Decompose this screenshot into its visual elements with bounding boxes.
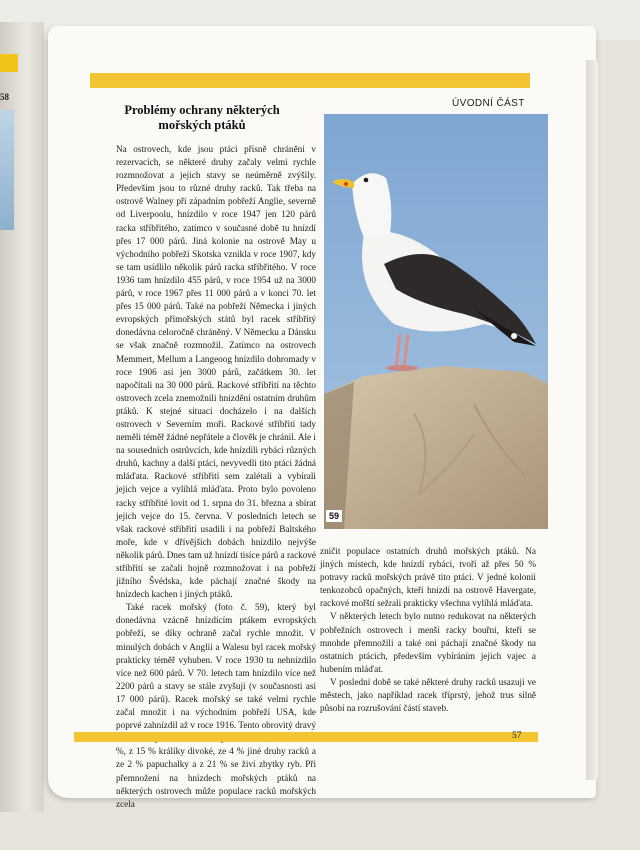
left-page-number: 58 <box>0 92 9 102</box>
header-color-band <box>90 73 530 88</box>
article-paragraph: Na ostrovech, kde jsou ptáci přísně chráněni v rezervacích, se některé druhy začaly velmi rychle rozmnožovat a jejich stavy se neúměrně zvýšily. Především jsou to různé druhy racků. Tak třeba na ostrově Walney při západním pobřeží Anglie, severně od Liverpoolu, hnízdilo v roce 1947 jen 120 párů racka stříbřitého, zatímco v současné době tu hnízdí přes 17 000 párů. Jiná kolonie na ostrově May u východního pobřeží Skotska vznikla v roce 1907, kdy se tam usídlilo několik párů racka stříbřitého. V roce 1936 tam hnízdilo 455 párů, v roce 1954 už na 3000 párů, v roce 1967 přes 11 000 párů a v konci 70. let přes 15 000 párů. Také na pobřeží Německa i jiných evropských přímořských států byl racek stříbřitý donedávna celoročně chráněný. V Německu a Dánsku se však značně rozmnožil. Zatímco na ostrovech Memmert, Mellum a Langeoog hnízdilo dohromady v roce 1906 asi jen 3000 párů, začátkem 30. let napočítali na 30 000 párů. Rackové stříbřití na těchto ostrovech zcela znemožnili hnízdění ostatním druhům ptáků. K stejné situaci docházelo i na dalších ostrovech v Severním moři. Rackové stříbřití tady neměli téměř žádné nepřátele a člověk je chránil. Ale i na sousedních ostrůvcích, kde hnízdili rybáci různých druhů, kachny a další ptáci, nevyvedli tito ptáci žádná mláďata. Rackové stříbřití sem zalétali a vybírali jejich vejce a vylíhlá mláďata. Proto bylo povoleno racky stříbřité lovit od 1. srpna do 31. března a sbírat jejich vejce do 15. června. V posledních letech se však rackové stříbřití usadili i na pobřeží Baltského moře, kde v dřívějších dobách hnízdilo nejvýše několik párů. Dnes tam už hnízdí tisíce párů a rackové stříbřití se začali hojně rozmnožovat i na pobřeží jižního Švédska, kde páchají značné škody na hnízdech kachen i jiných ptáků. <box>116 144 317 600</box>
article-paragraph: zničit populace ostatních druhů mořských ptáků. Na jiných místech, kde hnízdí rybáci, tvoří až přes 50 % potravy racků mořských právě tito ptáci. V jedné kolonii tenkozobců opačných, kteří hnízdí na ostrově Havergate, rackové mořští sežrali prakticky všechna vylíhlá mláďata. <box>320 546 536 609</box>
left-page-photo-fragment <box>0 110 14 230</box>
page-stack-edge <box>586 60 598 780</box>
article-column-right <box>320 545 536 715</box>
article-paragraph: V poslední době se také některé druhy racků usazují ve městech, jako například racek tříprstý, jehož trus silně působí na rozrušování částí staveb. <box>320 676 536 714</box>
seagull-photo <box>324 114 548 529</box>
footer-color-band <box>74 732 538 742</box>
page-number: 57 <box>512 731 522 741</box>
article-title: Problémy ochrany některých mořských ptáků <box>124 103 280 132</box>
photo-number-badge: 59 <box>326 510 342 522</box>
article-paragraph: Také racek mořský (foto č. 59), který byl donedávna vzácně hnízdícím ptákem evropských pobřeží, se díky ochraně začal rychle množit. V minulých dobách v Anglii a Walesu byl racek mořský prakticky téměř vyhuben. V roce 1930 tu nehnízdilo více než 600 párů. V 70. letech tam hnízdilo více než 2200 párů a stavy se stále zvyšují (v současnosti asi 17 000 párů). Racek mořský se také velmi rychle začal množit i na východním pobřeží USA, kde poprvé zahnízdil až v roce 1916. Tento obrovitý dravý %, z 15 % králíky divoké, ze 4 % jiné druhy racků a ze 2 % papuchalky a z 21 % se živí zbytky ryb. Při přemnožení na hnízdech mořských ptáků na některých ostrovech může populace racků mořských zcela <box>116 602 316 809</box>
section-label: ÚVODNÍ ČÁST <box>452 98 525 109</box>
article-column-left <box>116 143 316 811</box>
article-paragraph: V některých letech bylo nutno redukovat na některých pobřežních ostrovech i menší racky bouřní, kteří se mnohde přemnožili a také oni páchají značné škody na ostatních ptácích, především vybíráním jejich vajec a hubením mláďat. <box>320 611 536 674</box>
left-page-accent-stripe <box>0 54 18 72</box>
